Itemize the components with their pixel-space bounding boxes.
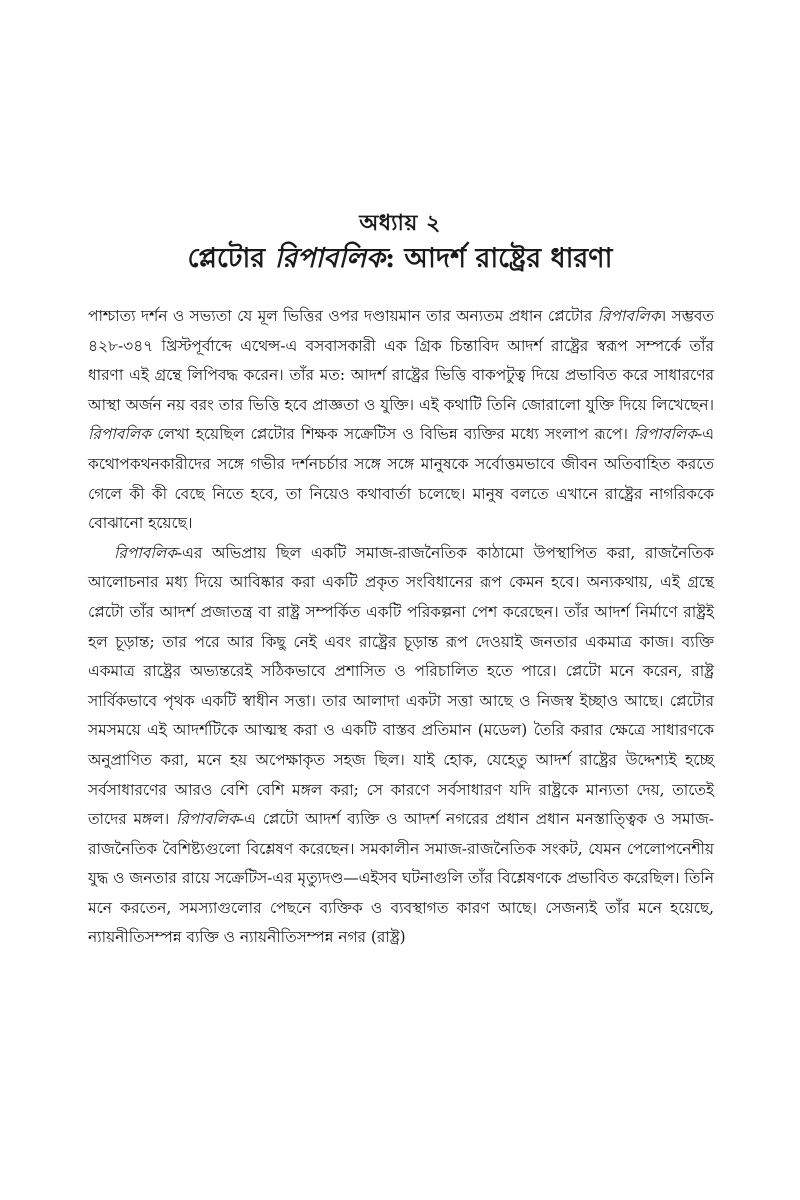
paragraph-2: [88, 539, 714, 953]
p2-text-1: -এর অভিপ্রায় ছিল একটি সমাজ-রাজনৈতিক কাঠামো উপস্থাপিত করা, রাজনৈতিক আলোচনার মধ্য দিয়ে আবিষ্কার করা একটি প্রকৃত সংবিধানের রূপ কেমন হবে। অন্যকথায়, এই গ্রন্থে প্লেটো তাঁর আদর্শ প্রজাতন্ত্র বা রাষ্ট্র সম্পর্কিত একটি পরিকল্পনা পেশ করেছেন। তাঁর আদর্শ নির্মাণে রাষ্ট্রই হল চূড়ান্ত; তার পরে আর কিছু নেই এবং রাষ্ট্রের চূড়ান্ত রূপ দেওয়াই জনতার একমাত্র কাজ। ব্যক্তি একমাত্র রাষ্ট্রের অভ্যন্তরেই সঠিকভাবে প্রশাসিত ও পরিচালিত হতে পারে। প্লেটো মনে করেন, রাষ্ট্র সার্বিকভাবে পৃথক একটি স্বাধীন সত্তা। তার আলাদা একটা সত্তা আছে ও নিজস্ব ইচ্ছাও আছে। প্লেটোর সমসময়ে এই আদর্শটিকে আত্মস্থ করা ও একটি বাস্তব প্রতিমান (মডেল) তৈরি করার ক্ষেত্রে সাধারণকে অনুপ্রাণিত করা, মনে হয় অপেক্ষাকৃত সহজ ছিল। যাই হোক, যেহেতু আদর্শ রাষ্ট্রের উদ্দেশ্যই হচ্ছে সর্বসাধারণের আরও বেশি বেশি মঙ্গল করা; সে কারণে সর্বসাধারণ যদি রাষ্ট্রকে মান্যতা দেয়, তাতেই তাদের মঙ্গল।: [88, 543, 714, 829]
body-text: [88, 302, 714, 953]
p1-italic-1: রিপাবলিক: [597, 307, 661, 325]
p1-text-4: -এ কথোপকথনকারীদের সঙ্গে গভীর দর্শনচর্চার সঙ্গে সঙ্গে মানুষকে সর্বোত্তমভাবে জীবন অতিবাহিত করতে গেলে কী কী বেছে নিতে হবে, তা নিয়েও কথাবার্তা চলেছে। মানুষ বলতে এখানে রাষ্ট্রের নাগরিককে বোঝানো হয়েছে।: [88, 425, 714, 533]
p1-italic-2: রিপাবলিক: [88, 425, 151, 444]
chapter-title-italic: রিপাবলিক: [274, 243, 386, 274]
p1-text-1: পাশ্চাত্য দর্শন ও সভ্যতা যে মূল ভিত্তির ওপর দণ্ডায়মান তার অন্যতম প্রধান প্লেটোর: [88, 307, 598, 325]
p1-text-3: লেখা হয়েছিল প্লেটোর শিক্ষক সক্রেটিস ও বিভিন্ন ব্যক্তির মধ্যে সংলাপ রূপে।: [150, 425, 635, 444]
p1-text-2: । সম্ভবত ৪২৮-৩৪৭ খ্রিস্টপূর্বাব্দে এথেন্স-এ বসবাসকারী এক গ্রিক চিন্তাবিদ আদর্শ রাষ্ট্রের স্বরূপ সম্পর্কে তাঁর ধারণা এই গ্রন্থে লিপিবদ্ধ করেন। তাঁর মত: আদর্শ রাষ্ট্রের ভিত্তি বাকপটুত্ব দিয়ে প্রভাবিত করে সাধারণের আস্থা অর্জন নয় বরং তার ভিত্তি হবে প্রাজ্ঞতা ও যুক্তি। এই কথাটি তিনি জোরালো যুক্তি দিয়ে লিখেছেন।: [88, 307, 714, 414]
paragraph-1: [88, 302, 714, 539]
p2-italic-1: রিপাবলিক: [114, 543, 177, 562]
p1-italic-3: রিপাবলিক: [634, 425, 698, 444]
chapter-title-part2: : আদর্শ রাষ্ট্রের ধারণা: [385, 243, 613, 274]
p2-italic-2: রিপাবলিক: [175, 810, 239, 829]
chapter-title: [0, 238, 800, 283]
p2-text-2: -এ প্লেটো আদর্শ ব্যক্তি ও আদর্শ নগরের প্রধান প্রধান মনস্তাত্ত্বিক ও সমাজ-রাজনৈতিক বৈশিষ্ট্যগুলো বিশ্লেষণ করেছেন। সমকালীন সমাজ-রাজনৈতিক সংকট, যেমন পেলোপনেশীয় যুদ্ধ ও জনতার রায়ে সক্রেটিস-এর মৃত্যুদণ্ড—এইসব ঘটনাগুলি তাঁর বিশ্লেষণকে প্রভাবিত করেছিল। তিনি মনে করতেন, সমস্যাগুলোর পেছনে ব্যক্তিক ও ব্যবস্থাগত কারণ আছে। সেজন্যই তাঁর মনে হয়েছে, ন্যায়নীতিসম্পন্ন ব্যক্তি ও ন্যায়নীতিসম্পন্ন নগর (রাষ্ট্র): [88, 810, 714, 947]
chapter-title-part1: প্লেটোর: [187, 243, 275, 274]
chapter-number: অধ্যায় ২: [359, 210, 441, 236]
